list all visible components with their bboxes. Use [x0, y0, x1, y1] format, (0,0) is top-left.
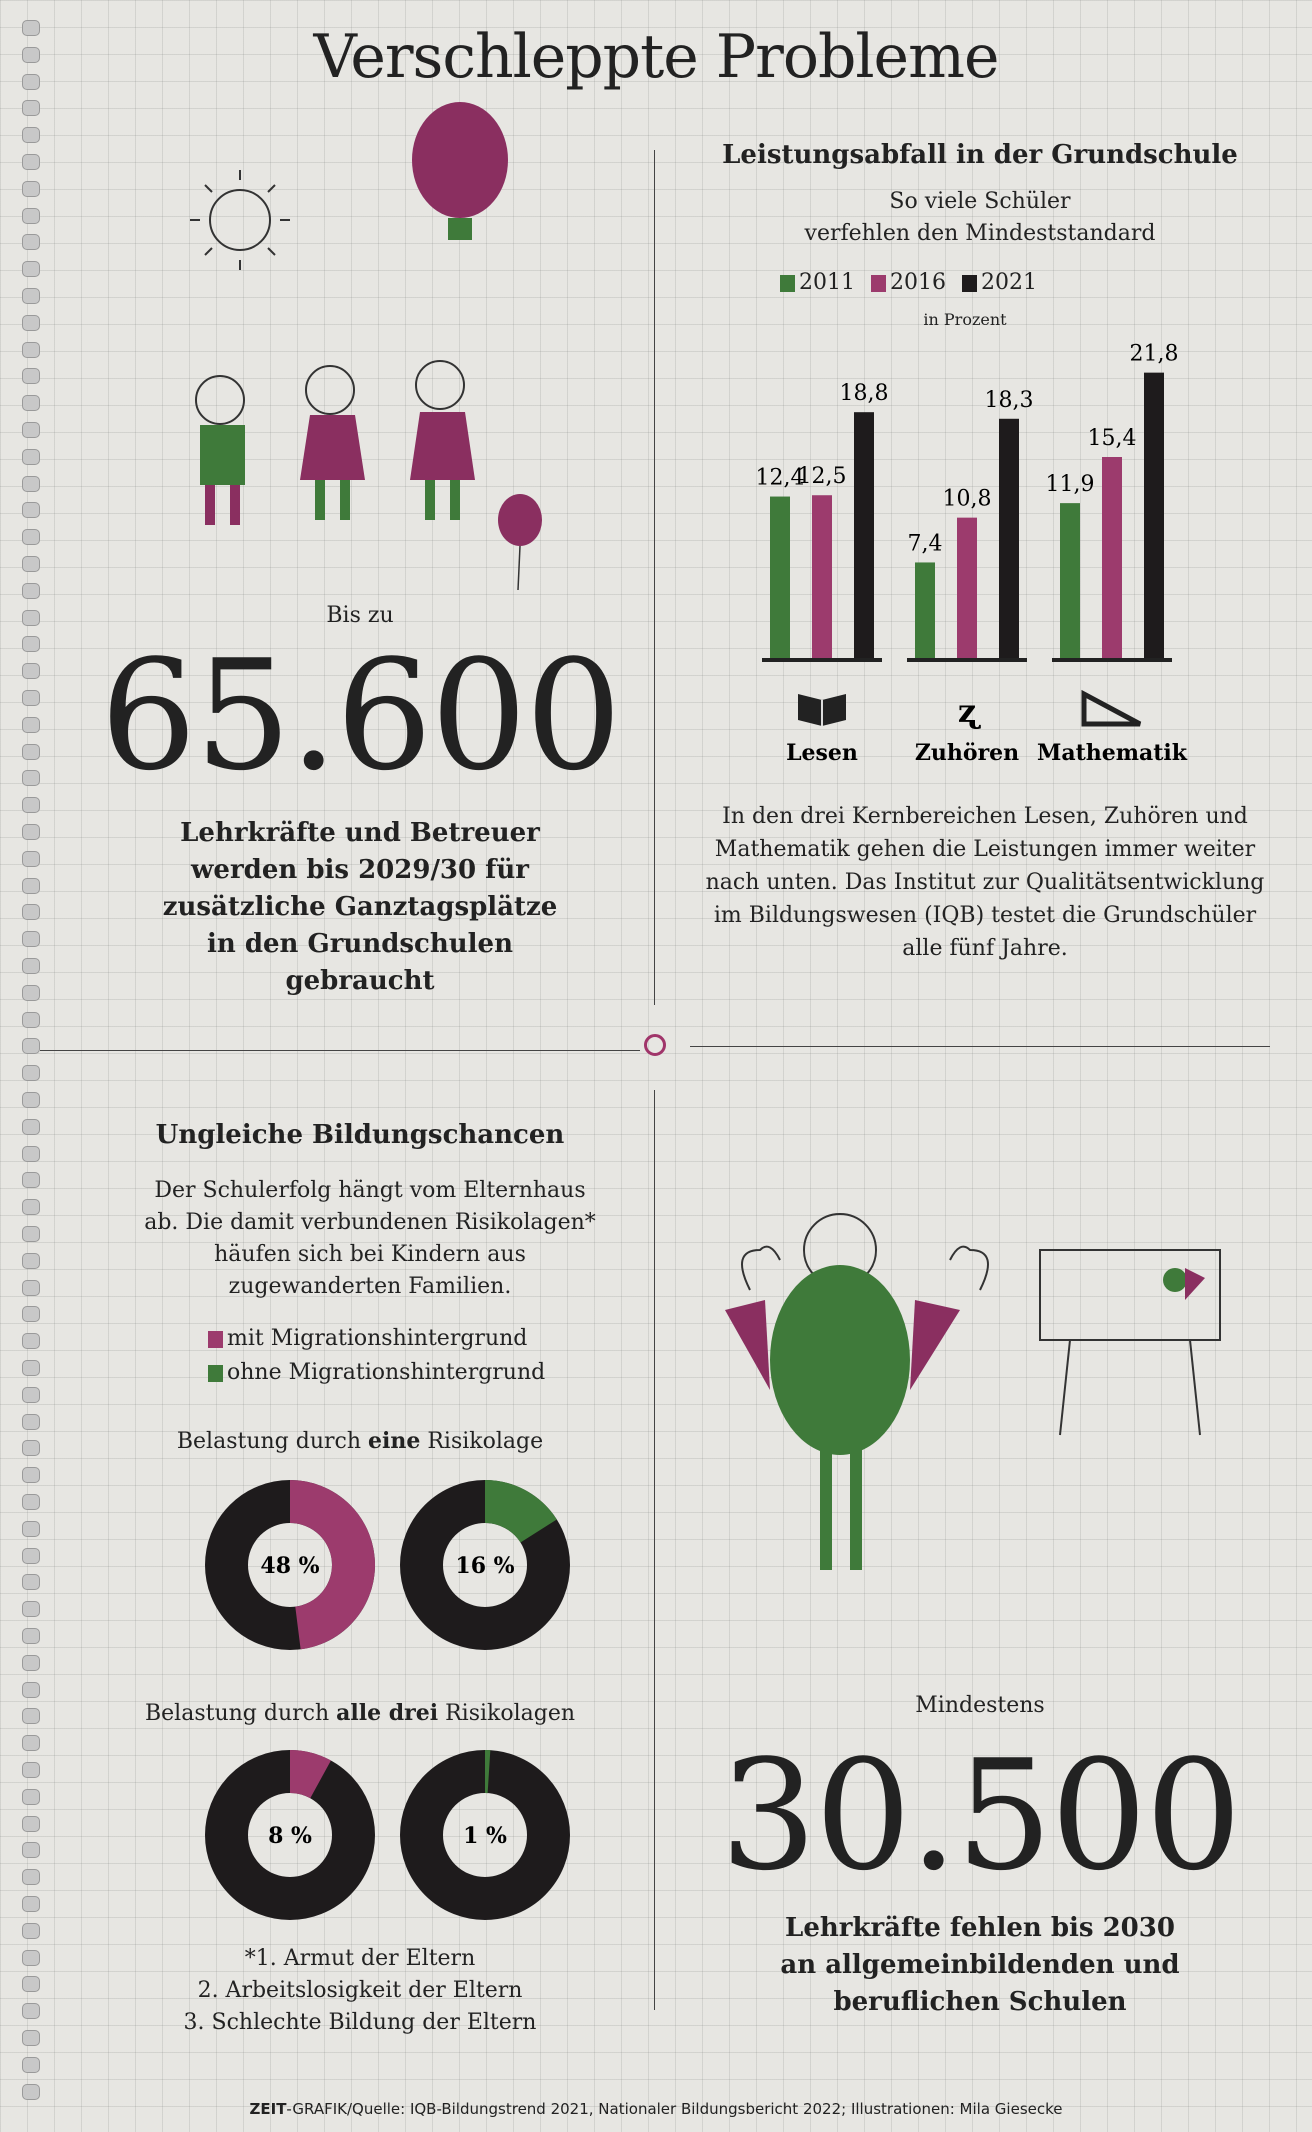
binder-hole — [22, 904, 40, 920]
footnote-2: 2. Arbeitslosigkeit der Eltern — [197, 1978, 523, 2003]
footer-credits: ZEIT-GRAFIK/Quelle: IQB-Bildungstrend 2021, Nationaler Bildungsbericht 2022; Illustrationen: Mila Giesecke — [249, 2100, 1063, 2118]
bar-value-label: 18,8 — [839, 381, 889, 407]
donut-three-risks-no-migration — [422, 1750, 549, 1899]
binder-hole — [22, 958, 40, 974]
bar-zuhören-2016 — [957, 518, 977, 660]
binder-hole — [22, 1253, 40, 1269]
binder-hole — [22, 1199, 40, 1215]
bar-zuhören-2021 — [999, 419, 1019, 660]
donut-value-label: 1 % — [463, 1823, 507, 1849]
binder-hole — [22, 1521, 40, 1537]
bar-value-label: 10,8 — [942, 486, 992, 512]
bar-mathematik-2016 — [1102, 457, 1122, 660]
binder-hole — [22, 1146, 40, 1162]
page-title: Verschleppte Probleme — [313, 22, 999, 92]
binder-hole — [22, 1574, 40, 1590]
children-illustration — [150, 100, 570, 600]
triangle-ruler-icon — [1084, 694, 1140, 724]
bar-value-label: 21,8 — [1129, 341, 1179, 367]
binder-hole — [22, 1628, 40, 1644]
chart-legend — [780, 270, 1053, 295]
binder-hole — [22, 1280, 40, 1296]
binder-hole — [22, 1360, 40, 1376]
binder-hole — [22, 556, 40, 572]
binder-hole — [22, 100, 40, 116]
binder-hole — [22, 1226, 40, 1242]
chart-subtitle-2: verfehlen den Mindeststandard — [804, 221, 1156, 246]
binder-hole — [22, 502, 40, 518]
label-one-risk: Belastung durch eine Risikolage — [176, 1428, 544, 1454]
bar-value-label: 12,5 — [797, 464, 847, 490]
bar-value-label: 7,4 — [907, 531, 943, 557]
binder-hole — [22, 315, 40, 331]
divider-horizontal — [40, 1050, 640, 1051]
bottom-right-caption: Lehrkräfte fehlen bis 2030 an allgemeinbildenden und beruflichen Schulen — [780, 1913, 1180, 2017]
divider-vertical — [654, 1090, 655, 2010]
donut-value-label: 48 % — [260, 1553, 320, 1579]
donut-value-label: 16 % — [455, 1553, 515, 1579]
legend-item-0 — [780, 270, 855, 295]
binder-hole — [22, 1762, 40, 1778]
binder-hole — [22, 636, 40, 652]
binder-hole — [22, 1869, 40, 1885]
ear-icon: ʐ — [957, 692, 977, 730]
bar-mathematik-2011 — [1060, 503, 1080, 660]
donut-legend-item — [208, 1322, 545, 1356]
binder-hole — [22, 663, 40, 679]
binder-hole — [22, 2030, 40, 2046]
legend-swatch — [208, 1331, 223, 1348]
binder-hole — [22, 1842, 40, 1858]
bar-mathematik-2021 — [1144, 373, 1164, 660]
bar-value-label: 18,3 — [984, 387, 1034, 413]
donut-three-risks-migration — [227, 1750, 354, 1899]
binder-hole — [22, 1414, 40, 1430]
bar-lesen-2021 — [854, 412, 874, 660]
divider-vertical — [654, 150, 655, 1005]
category-label-lesen: Lesen — [786, 740, 858, 766]
binder-hole — [22, 770, 40, 786]
binder-hole — [22, 1896, 40, 1912]
binder-hole — [22, 2003, 40, 2019]
donuts-three-risks — [200, 1740, 580, 1930]
legend-label: 2016 — [890, 270, 946, 295]
chart-unit: in Prozent — [923, 310, 1007, 329]
binder-hole — [22, 878, 40, 894]
chart-subtitle-1: So viele Schüler — [889, 189, 1071, 214]
binder-hole — [22, 583, 40, 599]
footnote-1: *1. Armut der Eltern — [244, 1946, 476, 1971]
binder-hole — [22, 1172, 40, 1188]
bar-zuhören-2011 — [915, 562, 935, 660]
center-dot — [644, 1034, 666, 1056]
big-number-30500: 30.500 — [720, 1727, 1240, 1904]
legend-item-1 — [871, 270, 946, 295]
bar-value-label: 12,4 — [755, 465, 805, 491]
bar-value-label: 11,9 — [1045, 472, 1095, 498]
binder-hole — [22, 1333, 40, 1349]
top-left-prefix: Bis zu — [326, 603, 394, 628]
binder-hole — [22, 1065, 40, 1081]
legend-swatch — [208, 1365, 223, 1382]
binder-hole — [22, 476, 40, 492]
donuts-one-risk — [200, 1470, 580, 1660]
binder-hole — [22, 127, 40, 143]
binder-hole — [22, 1601, 40, 1617]
binder-hole — [22, 422, 40, 438]
legend-label: 2021 — [981, 270, 1037, 295]
donut-legend-item — [208, 1356, 545, 1390]
donut-value-label: 8 % — [268, 1823, 312, 1849]
binder-hole — [22, 610, 40, 626]
binder-hole — [22, 529, 40, 545]
section-description: Der Schulerfolg hängt vom Elternhaus ab. Die damit verbundenen Risikolagen* häufen sich bei Kindern aus zugewanderten Familien. — [144, 1178, 596, 1299]
binder-hole — [22, 824, 40, 840]
legend-label: mit Migrationshintergrund — [227, 1326, 528, 1351]
binder-hole — [22, 208, 40, 224]
binder-hole — [22, 1467, 40, 1483]
binder-hole — [22, 744, 40, 760]
legend-swatch — [962, 275, 977, 292]
legend-label: ohne Migrationshintergrund — [227, 1360, 546, 1385]
binder-hole — [22, 1440, 40, 1456]
binder-hole — [22, 288, 40, 304]
binder-hole — [22, 1950, 40, 1966]
binder-hole — [22, 717, 40, 733]
divider-horizontal — [690, 1046, 1270, 1047]
teacher-illustration — [690, 1160, 1250, 1640]
legend-swatch — [871, 275, 886, 292]
category-label-zuhören: Zuhören — [914, 740, 1020, 766]
binder-hole — [22, 1816, 40, 1832]
category-label-mathematik: Mathematik — [1036, 740, 1188, 766]
binder-hole — [22, 181, 40, 197]
label-three-risks: Belastung durch alle drei Risikolagen — [144, 1700, 576, 1726]
binder-hole — [22, 1038, 40, 1054]
binder-hole — [22, 1735, 40, 1751]
binder-hole — [22, 797, 40, 813]
donut-one-risk-no-migration — [422, 1480, 557, 1629]
binder-hole — [22, 234, 40, 250]
binder-hole — [22, 1387, 40, 1403]
binder-hole — [22, 1789, 40, 1805]
bar-lesen-2016 — [812, 495, 832, 660]
binder-hole — [22, 1976, 40, 1992]
bar-chart — [740, 320, 1200, 775]
binder-hole — [22, 985, 40, 1001]
binder-hole — [22, 851, 40, 867]
footnote-3: 3. Schlechte Bildung der Eltern — [183, 2010, 537, 2035]
binder-hole — [22, 2057, 40, 2073]
binder-hole — [22, 368, 40, 384]
binder-hole — [22, 449, 40, 465]
chart-description: In den drei Kernbereichen Lesen, Zuhören und Mathematik gehen die Leistungen immer weiter nach unten. Das Institut zur Qualitätsentwicklung im Bildungswesen (IQB) testet die Grundschüler alle fünf Jahre. — [705, 804, 1265, 961]
binder-hole — [22, 1119, 40, 1135]
binder-hole — [22, 1306, 40, 1322]
binder-hole — [22, 342, 40, 358]
binder-hole — [22, 931, 40, 947]
binder-hole — [22, 1708, 40, 1724]
chart-title: Leistungsabfall in der Grundschule — [722, 140, 1238, 170]
big-number-65600: 65.600 — [100, 627, 620, 804]
binder-hole — [22, 1655, 40, 1671]
bar-lesen-2011 — [770, 497, 790, 660]
donut-one-risk-migration — [227, 1480, 376, 1649]
footnotes — [120, 1943, 600, 2039]
binder-hole — [22, 1548, 40, 1564]
binder-hole — [22, 395, 40, 411]
bar-value-label: 15,4 — [1087, 426, 1137, 451]
legend-label: 2011 — [799, 270, 855, 295]
bottom-right-prefix: Mindestens — [915, 1693, 1045, 1718]
legend-item-2 — [962, 270, 1037, 295]
top-left-caption: Lehrkräfte und Betreuer werden bis 2029/30 für zusätzliche Ganztagsplätze in den Grundschulen gebraucht — [162, 818, 558, 996]
binder-hole — [22, 1012, 40, 1028]
binder-hole — [22, 690, 40, 706]
binder-hole — [22, 1092, 40, 1108]
binder-hole — [22, 1494, 40, 1510]
binder-hole — [22, 2084, 40, 2100]
donut-legend — [208, 1322, 545, 1390]
legend-swatch — [780, 275, 795, 292]
binder-hole — [22, 1923, 40, 1939]
binder-hole — [22, 1682, 40, 1698]
section-title-bildungschancen: Ungleiche Bildungschancen — [155, 1120, 565, 1150]
book-icon — [798, 694, 846, 726]
binder-hole — [22, 261, 40, 277]
binder-holes — [8, 20, 48, 2120]
binder-hole — [22, 154, 40, 170]
